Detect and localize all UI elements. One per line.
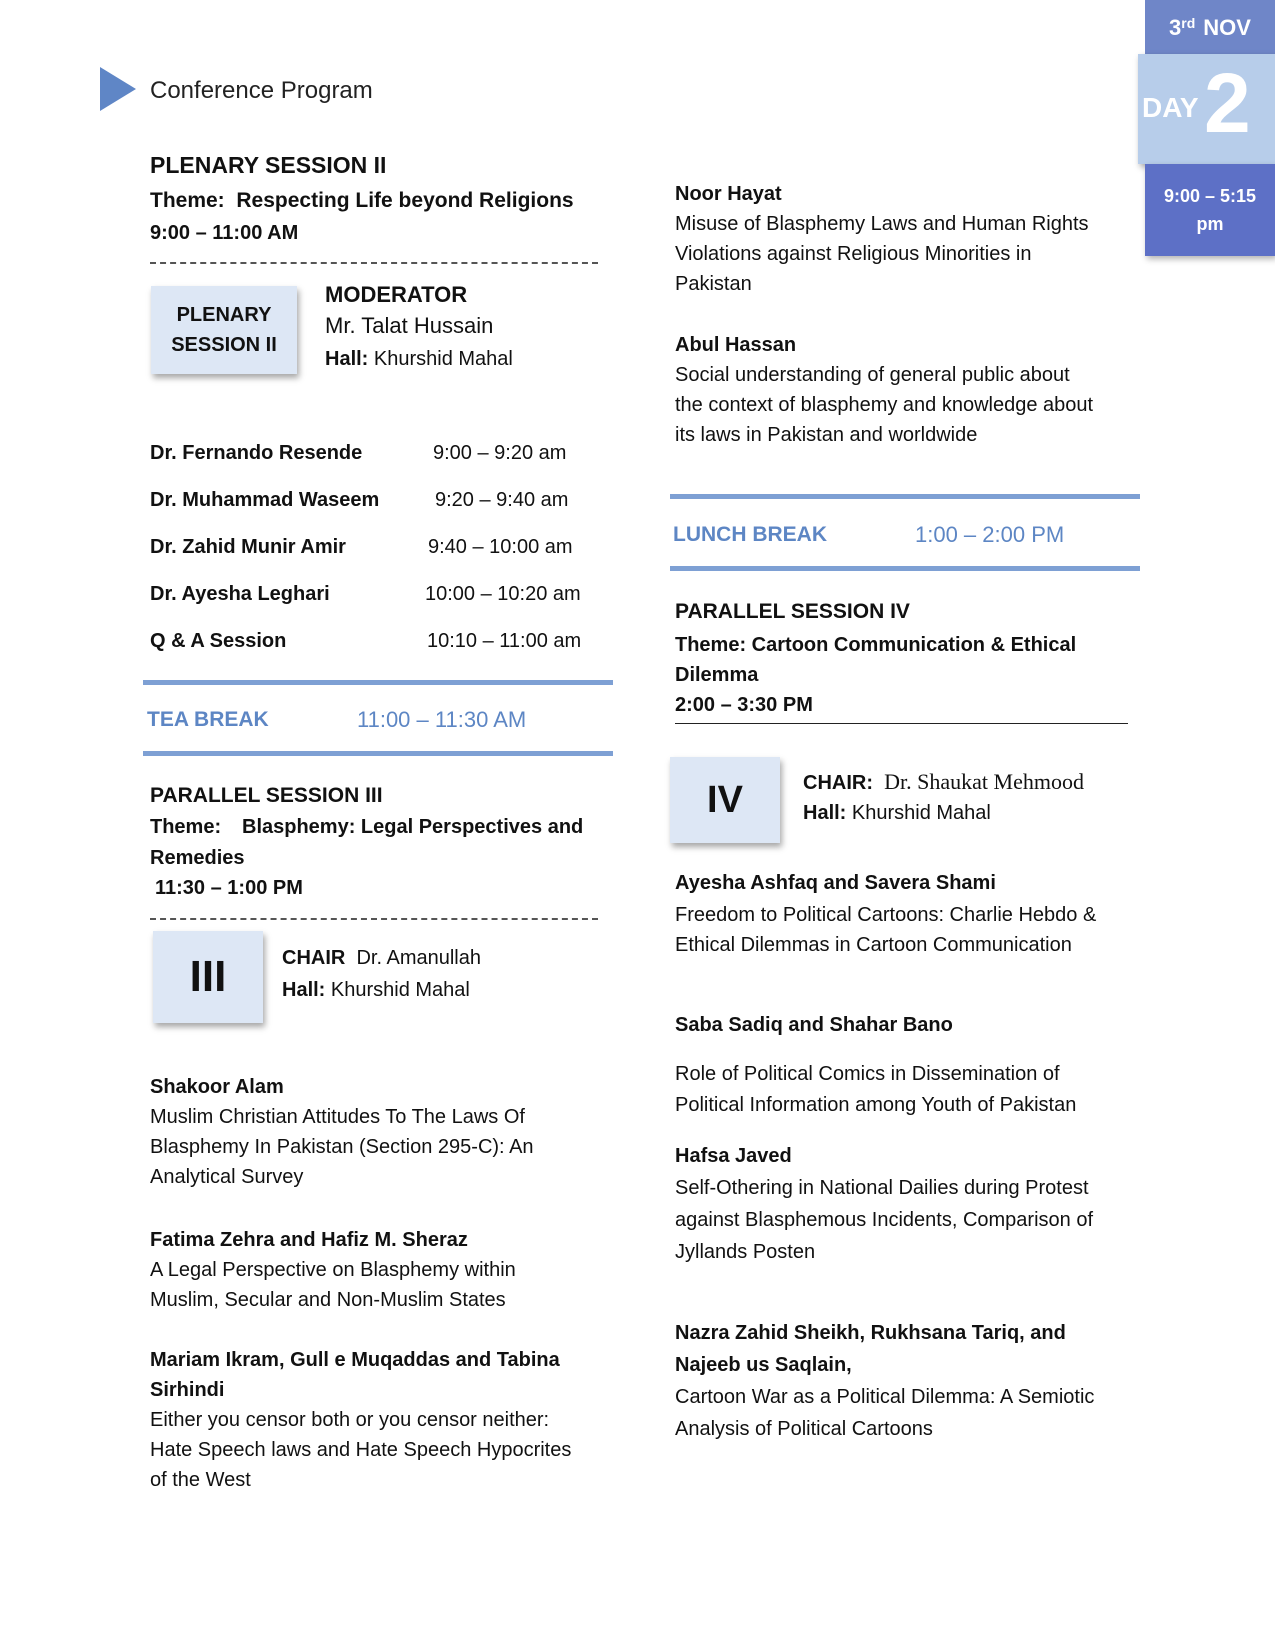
parallel4-time: 2:00 – 3:30 PM [675, 694, 813, 716]
break-top-rule [143, 680, 613, 685]
paper-title-line: Analysis of Political Cartoons [675, 1418, 933, 1440]
paper-title-line: A Legal Perspective on Blasphemy within [150, 1259, 516, 1281]
parallel4-hall [803, 798, 991, 828]
paper-title-line: Role of Political Comics in Dissemination of [675, 1063, 1060, 1085]
paper-title-line: Jyllands Posten [675, 1241, 816, 1263]
lunch-break-time: 1:00 – 2:00 PM [915, 522, 1065, 547]
paper-title-line: Freedom to Political Cartoons: Charlie Hebdo & [675, 904, 1097, 926]
paper-title-line: Analytical Survey [150, 1166, 304, 1188]
chair-label: CHAIR: [803, 772, 873, 794]
hall-name: Khurshid Mahal [373, 348, 513, 370]
lunch-break-label: LUNCH BREAK [673, 523, 827, 546]
parallel3-time: 11:30 – 1:00 PM [155, 877, 303, 899]
hall-label: Hall: [325, 348, 369, 370]
hall-name: Khurshid Mahal [851, 802, 991, 824]
day-number: 2 [1204, 56, 1251, 150]
parallel4-title: PARALLEL SESSION IV [675, 600, 910, 623]
paper-entry [150, 1225, 620, 1315]
speaker-time: 10:00 – 10:20 am [425, 583, 581, 605]
paper-title-line: Social understanding of general public about [675, 364, 1070, 386]
paper-title-line: Muslim Christian Attitudes To The Laws Of [150, 1106, 525, 1128]
date-number: 3 [1169, 15, 1182, 40]
paper-title-line: Violations against Religious Minorities in [675, 243, 1032, 265]
tea-break-label: TEA BREAK [147, 708, 269, 731]
plenary-hall [325, 344, 513, 374]
paper-authors: Ayesha Ashfaq and Savera Shami [675, 872, 996, 894]
paper-title-line: Hate Speech laws and Hate Speech Hypocrites [150, 1439, 572, 1461]
paper-title-line: its laws in Pakistan and worldwide [675, 424, 978, 446]
paper-authors: Shakoor Alam [150, 1076, 284, 1098]
paper-title-line: Self-Othering in National Dailies during Protest [675, 1177, 1089, 1199]
page-title: Conference Program [150, 77, 373, 104]
parallel3-hall [282, 975, 470, 1005]
hall-label: Hall: [282, 979, 326, 1001]
day-badge [1138, 54, 1275, 164]
chair-label: CHAIR [282, 947, 346, 969]
speaker-name: Dr. Muhammad Waseem [150, 489, 380, 511]
parallel3-theme-line1: Blasphemy: Legal Perspectives and [242, 816, 584, 838]
divider [150, 918, 598, 920]
session-iii-box: III [153, 931, 263, 1023]
paper-title-line: the context of blasphemy and knowledge about [675, 394, 1094, 416]
break-bottom-rule [143, 751, 613, 756]
paper-title-line: Either you censor both or you censor neither: [150, 1409, 550, 1431]
paper-entry [150, 1345, 620, 1495]
paper-authors: Mariam Ikram, Gull e Muqaddas and Tabina [150, 1349, 560, 1371]
session-iv-box: IV [670, 757, 780, 843]
paper-entry [675, 1317, 1145, 1445]
day-time-line2: pm [1196, 214, 1224, 234]
paper-title-line: Blasphemy In Pakistan (Section 295-C): An [150, 1136, 534, 1158]
moderator-name: Mr. Talat Hussain [325, 313, 494, 338]
speaker-time: 9:20 – 9:40 am [435, 489, 569, 511]
paper-title-line: Political Information among Youth of Pakistan [675, 1094, 1077, 1116]
paper-authors: Abul Hassan [675, 334, 797, 356]
paper-title-line: against Blasphemous Incidents, Comparison of [675, 1209, 1094, 1231]
paper-entry [675, 179, 1145, 299]
hall-name: Khurshid Mahal [330, 979, 470, 1001]
moderator-label: MODERATOR [325, 282, 468, 307]
plenary-box-line1: PLENARY [176, 304, 272, 326]
parallel3-theme-line2: Remedies [150, 847, 245, 869]
paper-authors: Sirhindi [150, 1379, 225, 1401]
plenary-theme-label: Theme: [150, 189, 225, 212]
speaker-name: Q & A Session [150, 630, 287, 652]
paper-title-line: Muslim, Secular and Non-Muslim States [150, 1289, 506, 1311]
paper-authors: Hafsa Javed [675, 1145, 792, 1167]
hall-label: Hall: [803, 802, 847, 824]
paper-authors: Najeeb us Saqlain, [675, 1354, 852, 1376]
divider [150, 262, 598, 264]
paper-title-line: Ethical Dilemmas in Cartoon Communication [675, 934, 1072, 956]
date-suffix: rd [1181, 15, 1196, 31]
speaker-name: Dr. Fernando Resende [150, 442, 363, 464]
speaker-name: Dr. Ayesha Leghari [150, 583, 330, 605]
parallel3-title: PARALLEL SESSION III [150, 784, 383, 807]
paper-entry [675, 1059, 1145, 1121]
chair-name: Dr. Amanullah [356, 947, 481, 969]
divider [675, 723, 1128, 724]
tea-break-time: 11:00 – 11:30 AM [357, 707, 527, 732]
speaker-name: Dr. Zahid Munir Amir [150, 536, 346, 558]
paper-title-line: of the West [150, 1469, 251, 1491]
paper-authors: Fatima Zehra and Hafiz M. Sheraz [150, 1229, 468, 1251]
paper-title-line: Cartoon War as a Political Dilemma: A Semiotic [675, 1386, 1095, 1408]
paper-authors: Nazra Zahid Sheikh, Rukhsana Tariq, and [675, 1322, 1066, 1344]
paper-entry [150, 1072, 620, 1192]
parallel4-chair [803, 767, 1084, 798]
paper-entry [675, 1140, 1145, 1268]
date-month: NOV [1203, 15, 1251, 40]
speaker-time: 9:40 – 10:00 am [428, 536, 573, 558]
parallel3-theme-label: Theme: [150, 816, 222, 838]
plenary-theme-text: Respecting Life beyond Religions [236, 189, 574, 212]
parallel3-chair [282, 943, 481, 973]
day-time-badge [1145, 164, 1275, 256]
plenary-box-line2: SESSION II [171, 334, 277, 356]
chair-name: Dr. Shaukat Mehmood [884, 769, 1084, 794]
speaker-time: 10:10 – 11:00 am [427, 630, 582, 652]
plenary-title: PLENARY SESSION II [150, 152, 387, 178]
paper-title-line: Pakistan [675, 273, 752, 295]
parallel4-theme-line2: Dilemma [675, 664, 759, 686]
day-time-line1: 9:00 – 5:15 [1163, 186, 1257, 206]
plenary-theme [150, 186, 574, 216]
break-top-rule [670, 494, 1140, 499]
plenary-time: 9:00 – 11:00 AM [150, 222, 299, 244]
plenary-session-box [151, 286, 297, 374]
paper-entry [675, 868, 1145, 960]
speaker-time: 9:00 – 9:20 am [433, 442, 567, 464]
paper-entry [675, 330, 1145, 450]
paper-authors: Saba Sadiq and Shahar Bano [675, 1014, 953, 1036]
break-bottom-rule [670, 566, 1140, 571]
paper-authors: Noor Hayat [675, 183, 782, 205]
paper-title-line: Misuse of Blasphemy Laws and Human Rights [675, 213, 1089, 235]
parallel4-theme-line1: Theme: Cartoon Communication & Ethical [675, 634, 1077, 656]
play-triangle-icon [100, 67, 136, 111]
day-label: DAY [1142, 92, 1199, 123]
